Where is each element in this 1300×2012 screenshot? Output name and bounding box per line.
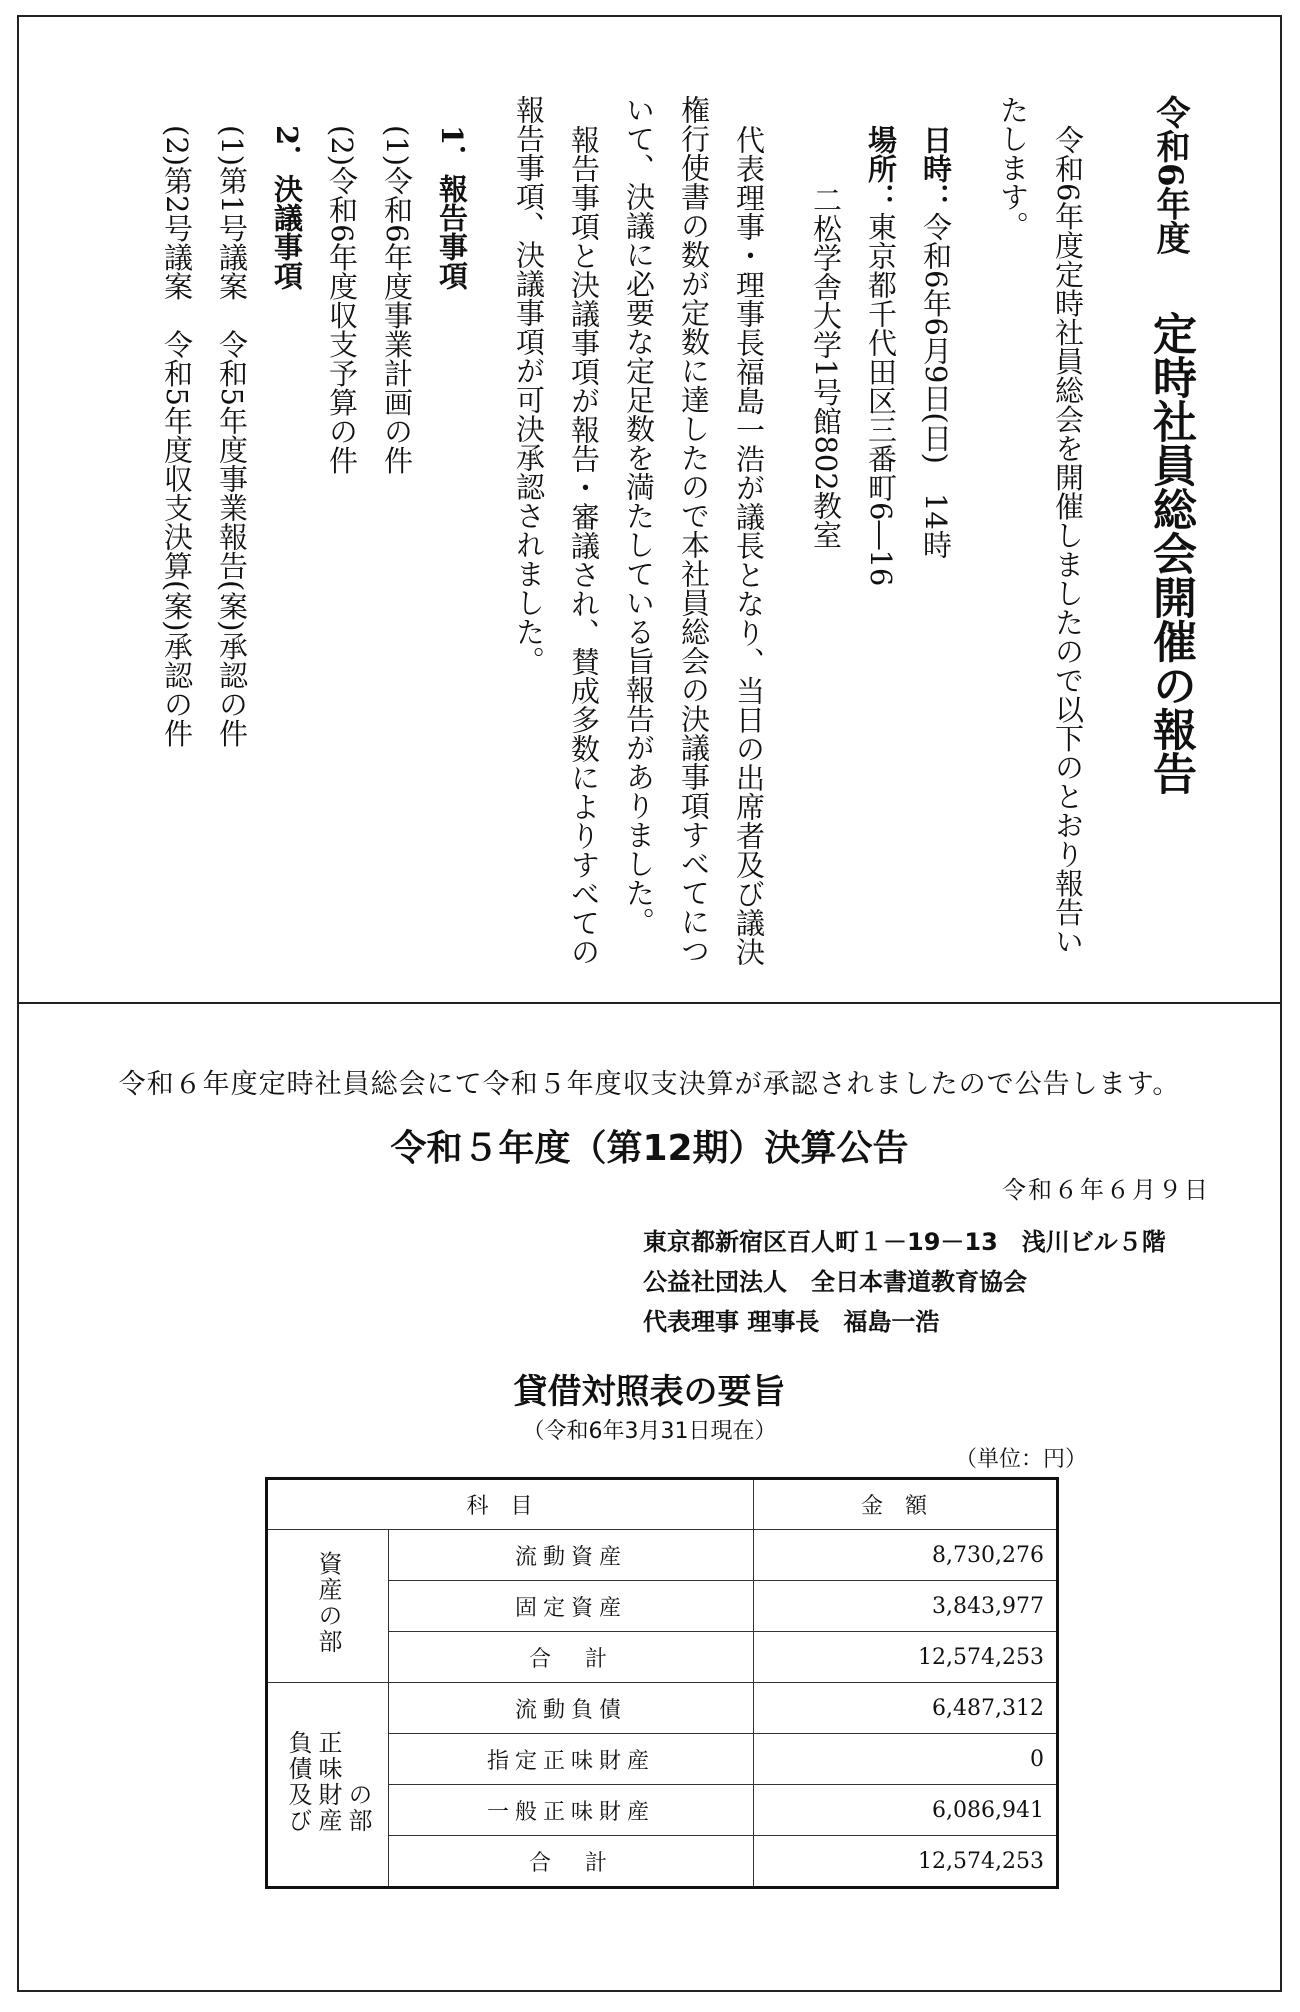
balance-sheet-table [265,1477,1059,1889]
row-amount: 6,086,941 [754,1785,1058,1836]
row-amount: 3,843,977 [754,1581,1058,1632]
report-section1-item: (2)令和6年度収支予算の件 [325,125,359,475]
row-item: 合 計 [389,1836,754,1888]
place-label: 場所： [864,125,898,212]
row-item: 一般正味財産 [389,1785,754,1836]
report-para1-line2: 権行使書の数が定数に達したので本社員総会の決議事項すべてにつ [677,95,711,965]
org-representative: 代表理事 理事長 福島一浩 [643,1308,940,1336]
assets-section-label [267,1530,389,1683]
report-para1-line3: いて、決議に必要な定足数を満たしている旨報告がありました。 [622,95,656,936]
notice-text: 令和６年度定時社員総会にて令和５年度収支決算が承認されましたので公告します。 [118,1069,1181,1100]
table-row [267,1530,1058,1581]
report-section1-item: (1)令和6年度事業計画の件 [380,125,414,475]
balance-sheet-subtitle: （令和6年3月31日現在） [522,1419,777,1444]
report-intro: 令和6年度定時社員総会を開催しましたので以下のとおり報告い [1051,125,1085,956]
org-address: 東京都新宿区百人町１－19－13 浅川ビル５階 [643,1228,1166,1256]
liabilities-label-b: 正味財産 [314,1729,342,1834]
report-section2-heading: 2．決議事項 [270,125,304,291]
org-name: 公益社団法人 全日本書道教育協会 [643,1268,1027,1296]
organization-block [643,1222,1166,1342]
balance-sheet-unit: （単位：円） [954,1447,1087,1472]
liabilities-label-c: の部 [344,1781,372,1834]
notice-date: 令和６年６月９日 [1002,1176,1210,1204]
row-item: 合 計 [389,1632,754,1683]
liabilities-section-label [267,1683,389,1888]
row-amount: 12,574,253 [754,1836,1058,1888]
row-item: 指定正味財産 [389,1734,754,1785]
report-title: 定時社員総会開催の報告 [1145,310,1196,795]
report-section2-item: (2)第2号議案 令和5年度収支決算(案)承認の件 [160,125,194,748]
liabilities-label-a: 負債及び [284,1729,312,1834]
table-row [267,1683,1058,1734]
row-amount: 6,487,312 [754,1683,1058,1734]
report-section2-item: (1)第1号議案 令和5年度事業報告(案)承認の件 [215,125,249,748]
balance-sheet-title: 貸借対照表の要旨 [513,1372,786,1412]
row-item: 流動負債 [389,1683,754,1734]
report-title-column [1135,95,1205,995]
date-label: 日時： [919,125,953,212]
row-amount: 0 [754,1734,1058,1785]
table-header-row [267,1479,1058,1530]
row-item: 固定資産 [389,1581,754,1632]
report-place-2: 二松学舎大学1号館802教室 [809,185,843,549]
header-amount: 金額 [754,1479,1058,1530]
date-value: 令和6年6月9日(日) 14時 [919,212,953,559]
report-place [853,95,908,995]
report-section1-heading: 1．報告事項 [435,125,469,291]
place-value: 東京都千代田区三番町6―16 [864,212,898,587]
report-era: 令和6年度 [1150,95,1190,255]
report-para2-line2: 報告事項、決議事項が可決承認されました。 [512,95,546,675]
meeting-report [149,95,1205,995]
report-para2-line1: 報告事項と決議事項が報告・審議され、賛成多数によりすべての [567,125,601,966]
row-amount: 8,730,276 [754,1530,1058,1581]
header-item: 科目 [267,1479,754,1530]
notice-headline: 令和５年度（第12期）決算公告 [390,1128,909,1169]
report-para1-line1: 代表理事・理事長福島一浩が議長となり、当日の出席者及び議決 [732,125,766,966]
report-date [908,95,963,995]
row-amount: 12,574,253 [754,1632,1058,1683]
report-intro-cont: たします。 [996,95,1030,240]
assets-label: 資産の部 [314,1551,342,1655]
financial-notice [17,1002,1282,1992]
row-item: 流動資産 [389,1530,754,1581]
